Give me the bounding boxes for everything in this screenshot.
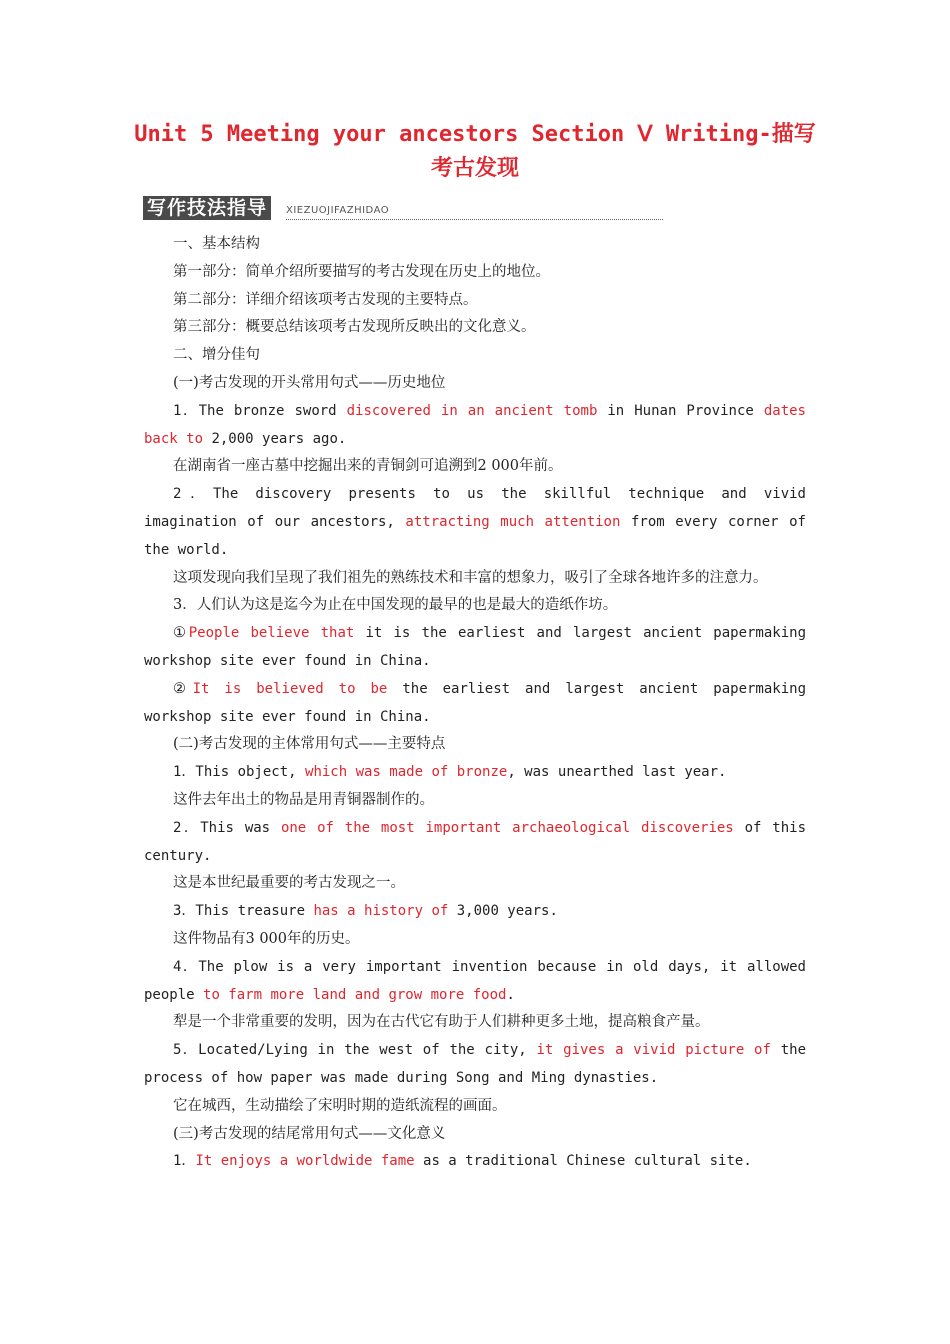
paragraph: [144, 787, 806, 815]
paragraph: [144, 1148, 806, 1176]
paragraph: [144, 1121, 806, 1149]
text-run: 1．: [173, 1153, 196, 1170]
text-run: (一)考古发现的开头常用句式——历史地位: [173, 374, 446, 391]
text-run: ②: [173, 680, 193, 697]
text-run: it is the earliest and largest ancient papermaking workshop site ever found in China.: [144, 625, 807, 669]
paragraph: [144, 926, 806, 954]
paragraph: [144, 370, 806, 398]
text-run: 第三部分：概要总结该项考古发现所反映出的文化意义。: [173, 319, 536, 336]
paragraph: [144, 1093, 806, 1121]
text-run: 这是本世纪最重要的考古发现之一。: [173, 875, 405, 892]
text-run: 第二部分：详细介绍该项考古发现的主要特点。: [173, 291, 478, 308]
paragraph: [144, 815, 806, 871]
highlighted-phrase: It enjoys a worldwide fame: [195, 1153, 415, 1170]
text-run: (三)考古发现的结尾常用句式——文化意义: [173, 1125, 446, 1142]
highlighted-phrase: to farm more land and grow more food: [203, 986, 507, 1003]
text-run: 1．The bronze sword: [173, 402, 347, 419]
paragraph: [144, 259, 806, 287]
text-run: of this century.: [144, 819, 806, 864]
highlighted-phrase: People believe that: [188, 625, 355, 642]
text-run: 2．The discovery presents to us the skillful technique and vivid imagination of our ancestors,: [144, 486, 806, 530]
paragraph: [144, 954, 806, 1010]
text-run: in Hunan Province: [597, 402, 764, 419]
paragraph: [144, 314, 806, 342]
paragraph: [144, 731, 806, 759]
paragraph: [144, 231, 806, 259]
banner-pinyin: XIEZUOJIFAZHIDAO: [286, 205, 390, 216]
paragraph: [144, 1037, 806, 1093]
paragraph: [144, 759, 806, 787]
text-run: 在湖南省一座古墓中挖掘出来的青铜剑可追溯到2 000年前。: [173, 458, 563, 475]
text-run: 二、增分佳句: [173, 347, 260, 364]
text-run: 3,000 years.: [448, 903, 558, 920]
text-run: 5．Located/Lying in the west of the city,: [173, 1042, 537, 1059]
text-run: 这件物品有3 000年的历史。: [173, 930, 360, 947]
text-run: 2,000 years ago.: [203, 430, 347, 447]
paragraph: [144, 481, 806, 564]
highlighted-phrase: discovered in an ancient tomb: [346, 402, 598, 419]
text-run: 它在城西，生动描绘了宋明时期的造纸流程的画面。: [173, 1097, 507, 1114]
highlighted-phrase: attracting much attention: [405, 513, 621, 530]
text-run: ①: [173, 625, 189, 642]
text-run: 犁是一个非常重要的发明，因为在古代它有助于人们耕种更多土地，提高粮食产量。: [173, 1014, 710, 1031]
paragraph: [144, 287, 806, 315]
text-run: 3．人们认为这是迄今为止在中国发现的最早的也是最大的造纸作坊。: [173, 597, 618, 614]
highlighted-phrase: has a history of: [313, 903, 449, 920]
highlighted-phrase: one of the most important archaeological discoveries: [280, 819, 734, 836]
highlighted-phrase: dates back to: [144, 402, 806, 447]
highlighted-phrase: which was made of bronze: [305, 764, 508, 781]
section-banner: [143, 196, 523, 226]
text-run: .: [506, 986, 515, 1003]
text-run: 这件去年出土的物品是用青铜器制作的。: [173, 791, 434, 808]
document-body: [144, 231, 806, 1176]
text-run: from every corner of the world.: [144, 513, 806, 558]
text-run: 1．This object,: [173, 764, 306, 781]
paragraph: [144, 620, 806, 676]
paragraph: [144, 398, 806, 454]
paragraph: [144, 676, 806, 732]
paragraph: [144, 565, 806, 593]
text-run: the earliest and largest ancient papermaking workshop site ever found in China.: [144, 680, 807, 725]
text-run: (二)考古发现的主体常用句式——主要特点: [173, 736, 446, 753]
paragraph: [144, 1009, 806, 1037]
text-run: 4．The plow is a very important invention because in old days, it allowed people: [144, 958, 806, 1003]
document-title: Unit 5 Meeting your ancestors Section Ⅴ Writing-描写考古发现: [134, 122, 816, 181]
paragraph: [144, 453, 806, 481]
text-run: as a traditional Chinese cultural site.: [414, 1153, 752, 1170]
text-run: 这项发现向我们呈现了我们祖先的熟练技术和丰富的想象力，吸引了全球各地许多的注意力。: [173, 569, 768, 586]
banner-label: 写作技法指导: [143, 196, 271, 220]
paragraph: [144, 342, 806, 370]
paragraph: [144, 898, 806, 926]
text-run: 3．This treasure: [173, 903, 314, 920]
banner-dotted-rule: [286, 219, 663, 220]
text-run: the process of how paper was made during Song and Ming dynasties.: [144, 1042, 807, 1086]
paragraph: [144, 870, 806, 898]
text-run: 2．This was: [173, 819, 281, 836]
paragraph: [144, 592, 806, 620]
text-run: , was unearthed last year.: [507, 764, 727, 781]
text-run: 一、基本结构: [173, 236, 260, 252]
text-run: 第一部分：简单介绍所要描写的考古发现在历史上的地位。: [173, 263, 550, 280]
highlighted-phrase: it gives a vivid picture of: [536, 1042, 771, 1059]
highlighted-phrase: It is believed to be: [192, 680, 388, 697]
